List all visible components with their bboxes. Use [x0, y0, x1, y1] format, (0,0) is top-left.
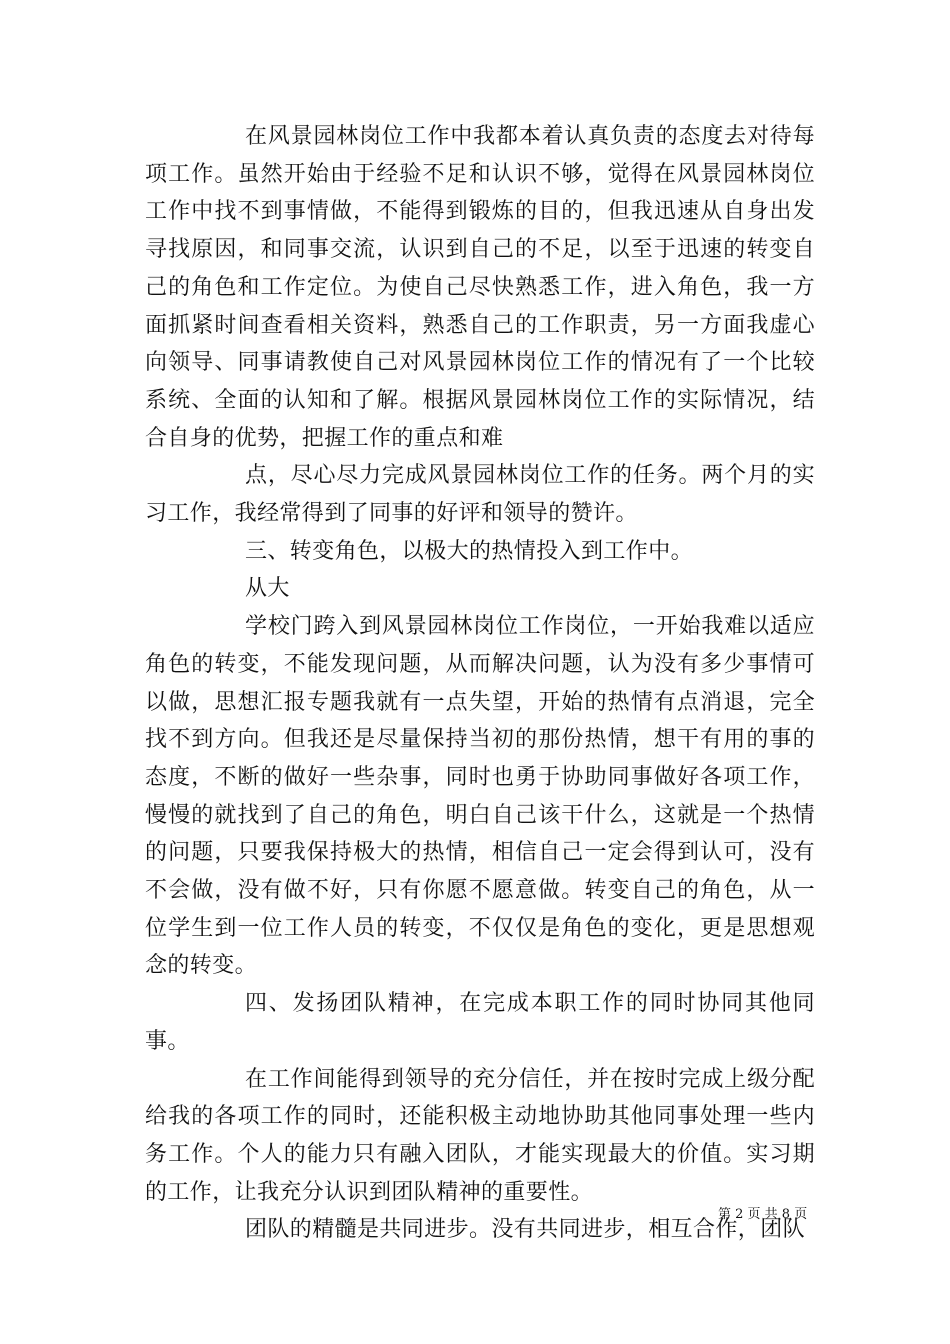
section-heading-team-spirit: 四、发扬团队精神，在完成本职工作的同时协同其他同事。	[145, 991, 815, 1054]
paragraph-adapting-role: 学校门跨入到风景园林岗位工作岗位，一开始我难以适应角色的转变，不能发现问题，从而解决问题，认为没有多少事情可以做，思想汇报专题我就有一点失望，开始的热情有点消退，完全找不到方向。但我还是尽量保持当初的那份热情，想干有用的事的态度，不断的做好一些杂事，同时也勇于协助同事做好各项工作，慢慢的就找到了自己的角色，明白自己该干什么，这就是一个热情的问题，只要我保持极大的热情，相信自己一定会得到认可，没有不会做，没有做不好，只有你愿不愿意做。转变自己的角色，从一位学生到一位工作人员的转变，不仅仅是角色的变化，更是思想观念的转变。	[145, 614, 815, 979]
paragraph-fragment: 从大	[245, 576, 290, 602]
section-heading-change-role: 三、转变角色，以极大的热情投入到工作中。	[245, 538, 694, 564]
paragraph-task-completion: 点，尽心尽力完成风景园林岗位工作的任务。两个月的实习工作，我经常得到了同事的好评和领导的赞许。	[145, 463, 815, 527]
paragraph-team-essence: 团队的精髓是共同进步。没有共同进步，相互合作，团队	[245, 1217, 806, 1243]
paragraph-intro-responsibility: 在风景园林岗位工作中我都本着认真负责的态度去对待每项工作。虽然开始由于经验不足和认识不够，觉得在风景园林岗位工作中找不到事情做，不能得到锻炼的目的，但我迅速从自身出发寻找原因，和同事交流，认识到自己的不足，以至于迅速的转变自己的角色和工作定位。为使自己尽快熟悉工作，进入角色，我一方面抓紧时间查看相关资料，熟悉自己的工作职责，另一方面我虚心向领导、同事请教使自己对风景园林岗位工作的情况有了一个比较系统、全面的认知和了解。根据风景园林岗位工作的实际情况，结合自身的优势，把握工作的重点和难	[145, 124, 815, 451]
page-number-footer: 第 2 页 共 8 页	[718, 1207, 808, 1222]
paragraph-assist-colleagues: 在工作间能得到领导的充分信任，并在按时完成上级分配给我的各项工作的同时，还能积极主动地协助其他同事处理一些内务工作。个人的能力只有融入团队，才能实现最大的价值。实习期的工作，让我充分认识到团队精神的重要性。	[145, 1066, 815, 1205]
document-body	[145, 118, 815, 1249]
